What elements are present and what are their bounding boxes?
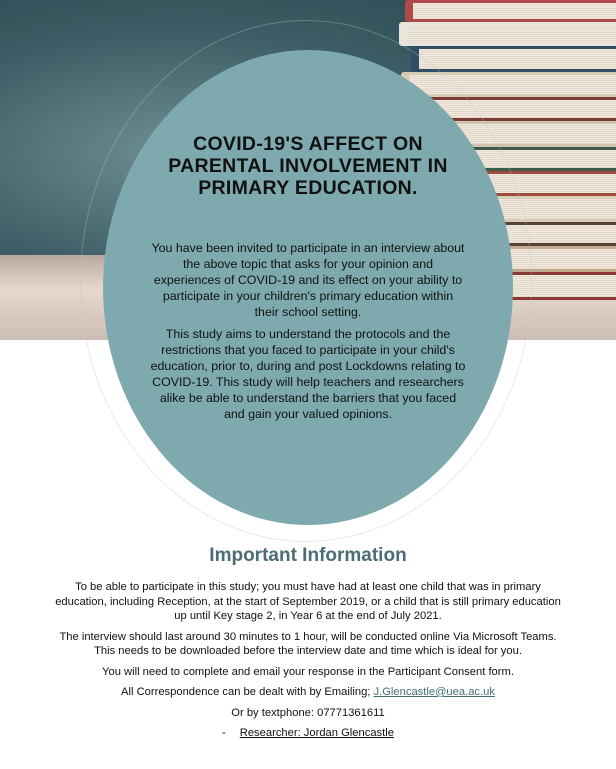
researcher-line [50,726,566,741]
intro-text [150,240,466,428]
intro-paragraph: This study aims to understand the protocols and the restrictions that you faced to participate in your child's education, prior to, during and post Lockdowns relating to COVID-19. This study will help teachers and researchers alike be able to understand the barriers that you faced and gain your valued opinions. [150,327,466,421]
researcher-name: Researcher: Jordan Glencastle [239,727,394,739]
section-heading: Important Information [209,545,407,566]
book [399,22,616,46]
book [405,0,616,22]
consent-text: You will need to complete and email your response in the Participant Consent form. [102,665,514,678]
correspondence-label: All Correspondence can be dealt with by Emailing; [121,686,371,698]
correspondence-line [50,685,566,700]
interview-text: The interview should last around 30 minutes to 1 hour, will be conducted online Via Microsoft Teams. This needs to be downloaded before the interview date and time which is ideal for you. [59,630,557,657]
intro-paragraph: You have been invited to participate in an interview about the above topic that asks for your opinion and experiences of COVID-19 and its effect on your ability to participate in your children's primary education within their school setting. [151,241,465,319]
eligibility-text: To be able to participate in this study; you must have had at least one child that was in primary education, including Reception, at the start of September 2019, or a child that is still primary education up until Key stage 2, in Year 6 at the end of July 2021. [55,581,561,622]
list-dash: - [222,727,226,739]
textphone-text: Or by textphone: 07771361611 [231,706,385,719]
important-information [50,580,566,747]
book [411,46,616,72]
email-link[interactable]: J.Glencastle@uea.ac.uk [373,686,495,698]
page-title: COVID-19'S AFFECT ON PARENTAL INVOLVEMENT IN PRIMARY EDUCATION. [168,133,448,199]
